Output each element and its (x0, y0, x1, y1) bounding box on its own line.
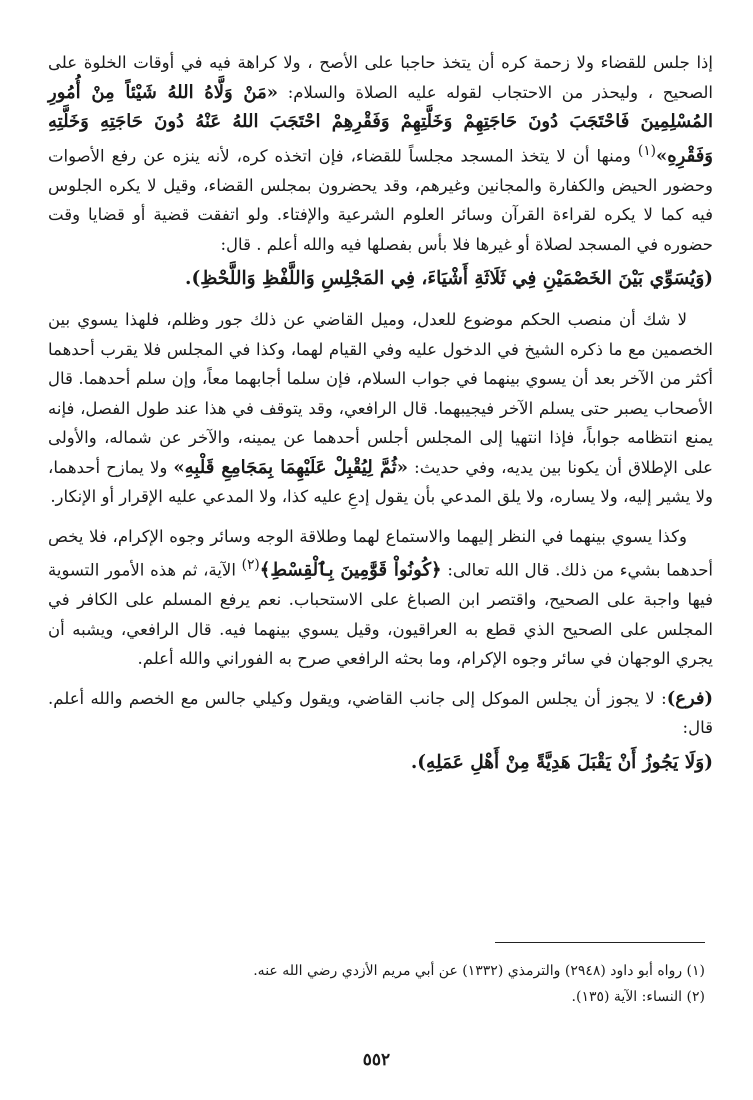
paragraph-text: لا شك أن منصب الحكم موضوع للعدل، وميل القاضي عن ذلك جور وظلم، فلهذا يسوي بين الخصمين مع ما ذكره الشيخ في الدخول عليه وفي القيام لهما، وكذا في المجلس فلا يقرب أحدهما أكثر من الآخر بعد أن يسوي بينهما في جواب السلام، فإن سلما أجابهما معاً، وإن سلم أحدهما. قال الأصحاب يصبر حتى يسلم الآخر فيجيبهما. قال الرافعي، وقد يتوقف في هذا عند طول الفصل، فإنه يمنع انتظامه جواباً، فإذا انتهيا إلى المجلس أجلس أحدهما عن يمينه، والآخر عن شماله، والأولى على الإطلاق أن يكونا بين يديه، وفي حديث: (48, 310, 713, 477)
matn-heading-gifts: (وَلَا يَجُوزُ أَنْ يَقْبَلَ هَدِيَّةً مِنْ أَهْلِ عَمَلِهِ). (410, 751, 713, 773)
paragraph-equality (48, 305, 713, 512)
footnote-divider (495, 942, 705, 943)
footnote-2: (٢) النساء: الآية (١٣٥). (571, 989, 705, 1005)
page-number: ٥٥٢ (362, 1050, 391, 1070)
paragraph-text: : لا يجوز أن يجلس الموكل إلى جانب القاضي، ويقول وكيلي جالس مع الخصم والله أعلم. قال: (48, 688, 713, 737)
paragraph-text: إذا جلس للقضاء ولا زحمة كره أن يتخذ حاجبا على الأصح ، ولا كراهة فيه في أوقات الخلوة على الصحيح ، وليحذر من الاحتجاب لقوله عليه الصلاة والسلام: (48, 53, 713, 102)
footnote-marker: (١) (637, 142, 656, 159)
paragraph-text: وكذا يسوي بينهما في النظر إليهما والاستماع لهما وطلاقة الوجه وسائر وجوه الإكرام، فلا يخص أحدهما بشيء من ذلك. قال الله تعالى: (48, 526, 713, 580)
paragraph-text: الآية، ثم هذه الأمور التسوية فيها واجبة على الصحيح، واقتصر ابن الصباغ على الاستحباب. نعم يرفع المسلم على الكافر في المجلس على الصحيح الذي قطع به العراقيون، وقيل يسوي بينهما فيه. قال الرافعي، ويشبه أن يجري الوجهان في سائر وجوه الإكرام، وما بحثه الرافعي صرح به الفوراني والله أعلم. (48, 560, 713, 668)
footnote-marker: (٢) (241, 557, 260, 573)
paragraph-far (48, 684, 713, 743)
paragraph-ihtijab (48, 48, 713, 259)
paragraph-text: ولا يمازح أحدهما، ولا يشير إليه، ولا يساره، ولا يلق المدعي بأن يقول إدعِ عليه كذا، ولا المدعي عليه الإقرار أو الإنكار. (48, 457, 713, 506)
footnotes (40, 958, 705, 1010)
far-label: (فرع) (666, 687, 713, 709)
page-body (48, 48, 713, 1058)
paragraph-text: ومنها أن لا يتخذ المسجد مجلساً للقضاء، فإن اتخذه كره، لأنه ينزه عن رفع الأصوات وحضور الحيض والكفارة والمجانين وغيرهم، وقد يحضرون بمجلس القضاء، وقيل لا يكره الجلوس فيه كما لا يكره لقراءة القرآن وسائر العلوم الشرعية والإفتاء. ولو اتفقت قضية أو قضايا وقت حضوره في المسجد لصلاة أو غيرها فلا بأس بفصلها فيه والله أعلم . قال: (48, 146, 713, 254)
hadith-quote: «ثُمَّ لِيُقْبِلْ عَلَيْهِمَا بِمَجَامِعِ قَلْبِهِ» (173, 456, 409, 478)
footnote-1: (١) رواه أبو داود (٢٩٤٨) والترمذي (١٣٣٢) عن أبي مريم الأزدي رضي الله عنه. (253, 963, 705, 979)
quran-verse: ﴿كُونُواْ قَوَّٰمِينَ بِٱلْقِسْطِ﴾ (259, 559, 442, 581)
hadith-quote: «مَنْ وَلَّاهُ اللهُ شَيْئاً مِنْ أُمُورِ المُسْلِمِينَ فَاحْتَجَبَ دُونَ حَاجَتِهِمْ وَخَلَّتِهِمْ وَفَقْرِهِمْ احْتَجَبَ اللهُ عَنْهُ دُونَ حَاجَتِهِ وَخَلَّتِهِ وَفَقْرِهِ» (48, 81, 713, 166)
matn-heading-equality: (وَيُسَوِّي بَيْنَ الخَصْمَيْنِ فِي ثَلَاثَةِ أَشْيَاءَ، فِي المَجْلِسِ وَاللَّفْظِ وَاللَّحْظِ). (185, 268, 713, 289)
paragraph-regard (48, 522, 713, 674)
